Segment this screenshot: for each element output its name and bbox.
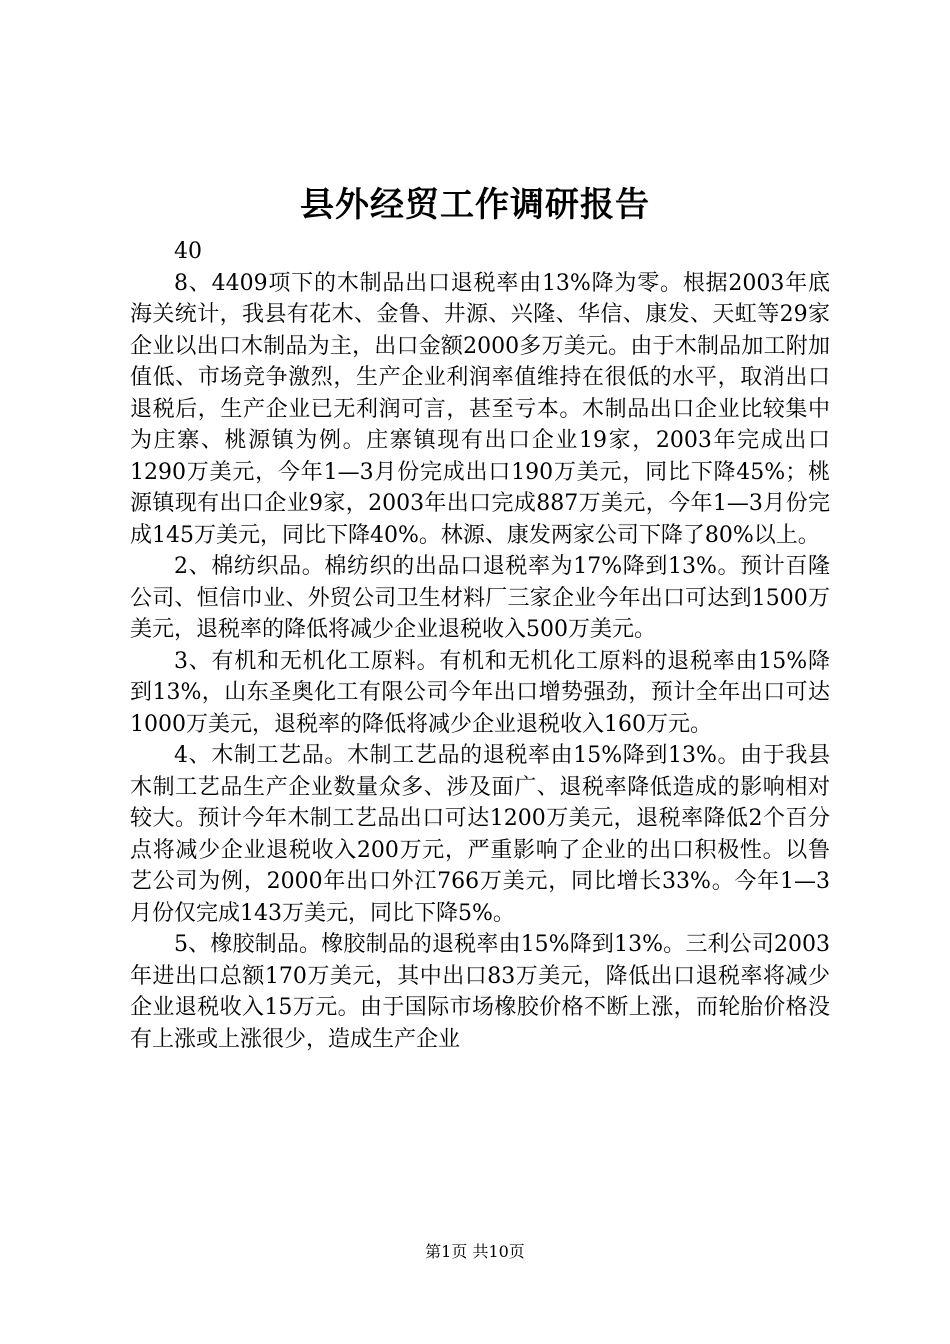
paragraph-wood-products: 8、4409项下的木制品出口退税率由13%降为零。根据2003年底海关统计，我县有花木、金鲁、井源、兴隆、华信、康发、天虹等29家企业以出口木制品为主，出口金额2000多万美元。由于木制品加工附加值低、市场竞争激烈，生产企业利润率值维持在很低的水平，取消出口退税后，生产企业已无利润可言，甚至亏本。木制品出口企业比较集中为庄寨、桃源镇为例。庄寨镇现有出口企业19家，2003年完成出口1290万美元，今年1—3月份完成出口190万美元，同比下降45%；桃源镇现有出口企业9家，2003年出口完成887万美元，今年1—3月份完成145万美元，同比下降40%。林源、康发两家公司下降了80%以上。 (130, 270, 831, 548)
paragraph-wood-crafts: 4、木制工艺品。木制工艺品的退税率由15%降到13%。由于我县木制工艺品生产企业数量众多、涉及面广、退税率降低造成的影响相对较大。预计今年木制工艺品出口可达1200万美元，退税率降低2个百分点将减少企业退税收入200万元，严重影响了企业的出口积极性。以鲁艺公司为例，2000年出口外江766万美元，同比增长33%。今年1—3月份仅完成143万美元，同比下降5%。 (130, 743, 830, 926)
document-title: 县外经贸工作调研报告 (300, 185, 650, 225)
page-number-mark: 40 (174, 239, 202, 264)
paragraph-cotton-textiles: 2、棉纺织品。棉纺织的出品口退税率为17%降到13%。预计百隆公司、恒信巾业、外贸公司卫生材料厂三家企业今年出口可达到1500万美元，退税率的降低将减少企业退税收入500万美元。 (130, 554, 830, 642)
paragraph-chemical-materials: 3、有机和无机化工原料。有机和无机化工原料的退税率由15%降到13%，山东圣奥化工有限公司今年出口增势强劲，预计全年出口可达1000万美元，退税率的降低将减少企业退税收入160万元。 (130, 648, 830, 737)
page-footer: 第1页 共10页 (425, 1242, 525, 1261)
paragraph-rubber-products: 5、橡胶制品。橡胶制品的退税率由15%降到13%。三利公司2003年进出口总额170万美元，其中出口83万美元，降低出口退税率将减少企业退税收入15万元。由于国际市场橡胶价格不断上涨，而轮胎价格没有上涨或上涨很少，造成生产企业 (130, 932, 830, 1052)
document-body (130, 236, 830, 1055)
